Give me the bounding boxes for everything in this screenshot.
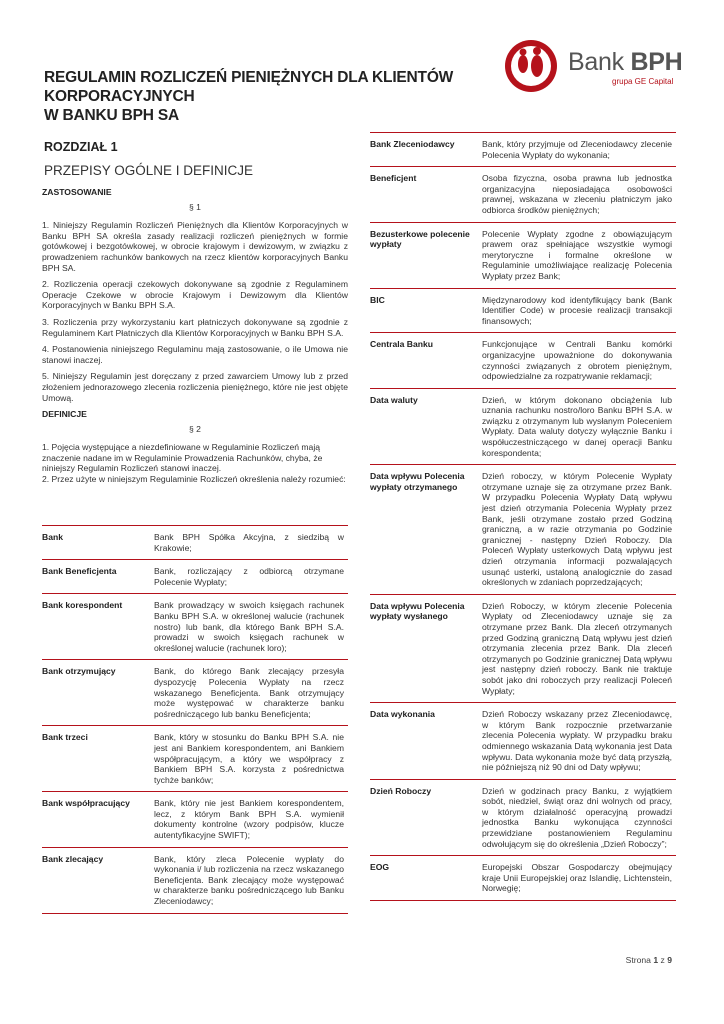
definition-text: Bank, który przyjmuje od Zleceniodawcy zlecenie Polecenia Wypłaty do wykonania; xyxy=(482,133,676,167)
definition-right-row xyxy=(370,703,676,780)
definition-right-row xyxy=(370,388,676,465)
definition-text: Bank, do którego Bank zlecający przesyła dyspozycję Polecenia Wypłaty na rzecz wskazanego Beneficjenta. Bank otrzymujący może występować w charakterze banku pośredniczącego lub banku Beneficjenta; xyxy=(154,660,348,726)
definicje-heading: DEFINICJE xyxy=(42,409,87,420)
definition-left-row xyxy=(42,792,348,847)
definition-term: EOG xyxy=(370,856,482,901)
title-line-2: KORPORACYJNYCH xyxy=(44,88,195,105)
definition-term: Bank xyxy=(42,526,154,560)
definicje-intro-2: 2. Przez użyte w niniejszym Regulaminie Rozliczeń określenia należy rozumieć: xyxy=(42,474,346,485)
definition-right-row xyxy=(370,133,676,167)
definition-term: Bank trzeci xyxy=(42,726,154,792)
definition-text: Bank prowadzący w swoich księgach rachunek Banku BPH S.A. w określonej walucie (rachunek nostro) lub bank, dla którego Bank BPH S.A. prowadzi w swoich księgach rachunek w określonej walucie (rachunek loro); xyxy=(154,594,348,660)
paragraph-mark-2: § 2 xyxy=(189,423,201,434)
definicje-intro-1: 1. Pojęcia występujące a niezdefiniowane w Regulaminie Rozliczeń mają znaczenie nadane im w Regulaminie Prowadzenia Rachunków, chyba, że niniejszy Regulamin Rozliczeń stanowi inaczej. xyxy=(42,442,323,474)
definition-term: BIC xyxy=(370,288,482,333)
definition-left-row xyxy=(42,660,348,726)
definition-left-row xyxy=(42,560,348,594)
definition-term: Data wykonania xyxy=(370,703,482,780)
definition-right-row xyxy=(370,333,676,388)
definition-text: Dzień Roboczy, w którym zlecenie Polecenia Wypłaty od Zleceniodawcy uznaje się za otrzymane przez Bank. Dla zleceń otrzymanych przed Godziną graniczną Datą wpływu jest dzień otrzymania zlecenia przez Bank. Dla zleceń otrzymanych po Godzinie granicznej Datą wpływu jest następny dzień roboczy. Bank nie traktuje sobót jako dni roboczych przy realizacji Poleceń Wypłaty; xyxy=(482,594,676,702)
definition-text: Bank, który zleca Polecenie wypłaty do wykonania i/ lub rozliczenia na rzecz wskazanego Beneficjenta. Bank zlecający może występować w charakterze banku pośredniczącego lub Banku Zleceniodawcy; xyxy=(154,847,348,913)
title-line-1: REGULAMIN ROZLICZEŃ PIENIĘŻNYCH DLA KLIENTÓW xyxy=(44,69,454,86)
definition-text: Bank BPH Spółka Akcyjna, z siedzibą w Krakowie; xyxy=(154,526,348,560)
definition-text: Międzynarodowy kod identyfikujący bank (Bank Identifier Code) w procesie realizacji transakcji finansowych; xyxy=(482,288,676,333)
chapter-heading: ROZDZIAŁ 1 xyxy=(44,140,118,154)
definition-term: Centrala Banku xyxy=(370,333,482,388)
zastosowanie-item-1: 1. Niniejszy Regulamin Rozliczeń Pieniężnych dla Klientów Korporacyjnych w Banku BPH SA określa zasady realizacji rozliczeń pieniężnych w formie gotówkowej i bezgotówkowej, w obrocie krajowym i dewizowym, w związku z prowadzeniem rachunków bankowych na rzecz klientów korporacyjnych Banku BPH SA. xyxy=(42,220,348,273)
definition-term: Bank współpracujący xyxy=(42,792,154,847)
definition-term: Data wpływu Polecenia wypłaty otrzymanego xyxy=(370,465,482,595)
section-title: PRZEPISY OGÓLNE I DEFINICJE xyxy=(44,163,254,178)
definition-text: Bank, który w stosunku do Banku BPH S.A. nie jest ani Bankiem korespondentem, ani Bankiem współpracującym, a który we współpracy z Bankiem BPH S.A. korzysta z pośrednictwa tychże banków; xyxy=(154,726,348,792)
page-number: Strona 1 z 9 xyxy=(625,955,672,965)
definition-left-row xyxy=(42,726,348,792)
definition-text: Dzień roboczy, w którym Polecenie Wypłaty otrzymane uznaje się za otrzymane przez Bank. W przypadku Polecenia Wypłaty Datą wpływu jest dzień otrzymania Polecenia Wypłaty przez Bank, jeśli otrzymane zostało przed Godziną graniczną, a w razie otrzymania po Godzinie granicznej - następny Dzień Roboczy. Dla Poleceń Wypłaty usterkowych Datą wpływu jest dzień otrzymania informacji pozwalających usunąć usterki, ustaloną analogicznie do zasad określonych w zdaniach poprzedzających; xyxy=(482,465,676,595)
definition-right-row xyxy=(370,222,676,288)
definition-right-row xyxy=(370,779,676,856)
definition-left-row xyxy=(42,847,348,913)
definition-term: Beneficjent xyxy=(370,167,482,222)
paragraph-mark-1: § 1 xyxy=(189,201,201,212)
left-column-text xyxy=(42,187,348,485)
definition-term: Data wpływu Polecenia wypłaty wysłanego xyxy=(370,594,482,702)
definition-text: Bank, który nie jest Bankiem korespondentem, lecz, z którym Bank BPH S.A. wymienił dokumenty kontrolne (wzory podpisów, klucze autentyfikacyjne SWIFT); xyxy=(154,792,348,847)
zastosowanie-heading: ZASTOSOWANIE xyxy=(42,187,112,197)
definition-left-row xyxy=(42,594,348,660)
definition-right-row xyxy=(370,288,676,333)
definition-text: Europejski Obszar Gospodarczy obejmujący kraje Unii Europejskiej oraz Islandię, Lichtenstein, Norwegię; xyxy=(482,856,676,901)
definition-right-row xyxy=(370,465,676,595)
zastosowanie-item-4: 4. Postanowienia niniejszego Regulaminu mają zastosowanie, o ile Umowa nie stanowi inaczej. xyxy=(42,344,348,365)
brand-subtitle: grupa GE Capital xyxy=(612,77,674,86)
title-line-3: W BANKU BPH SA xyxy=(44,107,179,124)
definition-term: Bank zlecający xyxy=(42,847,154,913)
definitions-table-left xyxy=(42,525,348,914)
definition-text: Osoba fizyczna, osoba prawna lub jednostka organizacyjna nieposiadająca osobowości prawnej, wskazana w zleceniu płatniczym jako odbiorca środków pieniężnych; xyxy=(482,167,676,222)
zastosowanie-item-5: 5. Niniejszy Regulamin jest doręczany z przed zawarciem Umowy lub z przed złożeniem jednorazowego zlecenia rozliczenia pieniężnego, które nie jest objęte Umową. xyxy=(42,371,348,403)
definition-text: Dzień, w którym dokonano obciążenia lub uznania rachunku nostro/loro Banku BPH S.A. w związku z otrzymanym lub wysłanym Poleceniem Wypłaty. Data waluty dotyczy wyłącznie Banku i współuczestniczącego w danej operacji Banku korespondenta; xyxy=(482,388,676,465)
definition-term: Data waluty xyxy=(370,388,482,465)
definition-term: Bank Zleceniodawcy xyxy=(370,133,482,167)
definition-term: Bank Beneficjenta xyxy=(42,560,154,594)
document-title xyxy=(44,68,464,125)
definition-term: Bezusterkowe polecenie wypłaty xyxy=(370,222,482,288)
definition-term: Bank korespondent xyxy=(42,594,154,660)
brand-name: Bank BPH xyxy=(568,48,683,76)
definition-term: Bank otrzymujący xyxy=(42,660,154,726)
definition-right-row xyxy=(370,856,676,901)
definition-text: Bank, rozliczający z odbiorcą otrzymane Polecenie Wypłaty; xyxy=(154,560,348,594)
definitions-table-right xyxy=(370,132,676,901)
definition-term: Dzień Roboczy xyxy=(370,779,482,856)
definition-text: Polecenie Wypłaty zgodne z obowiązującym prawem oraz spełniające wszystkie wymogi merytoryczne i formalne określone w Regulaminie umożliwiające realizację Polecenia Wypłaty przez Bank; xyxy=(482,222,676,288)
definition-text: Funkcjonujące w Centrali Banku komórki organizacyjne upoważnione do dokonywania czynności związanych z obrotem pieniężnym, odpowiedzialne za rozpatrywanie reklamacji; xyxy=(482,333,676,388)
definition-right-row xyxy=(370,594,676,702)
zastosowanie-item-2: 2. Rozliczenia operacji czekowych dokonywane są zgodnie z Regulaminem Operacje Czekowe w obrocie Krajowym i Dewizowym dla Klientów Korporacyjnych w Banku BPH S.A. xyxy=(42,279,348,311)
definition-left-row xyxy=(42,526,348,560)
definition-text: Dzień Roboczy wskazany przez Zleceniodawcę, w którym Bank rozpocznie przetwarzanie zlecenia Polecenia wypłaty. W przypadku braku odmiennego wskazania Datą wykonania jest Data wpływu. Data wykonania może być datą przyszłą, nie późniejszą niż 90 dni od Daty wpływu; xyxy=(482,703,676,780)
definition-right-row xyxy=(370,167,676,222)
zastosowanie-item-3: 3. Rozliczenia przy wykorzystaniu kart płatniczych dokonywane są zgodnie z Regulaminem Kart Płatniczych dla Klientów Korporacyjnych w Banku BPH S.A. xyxy=(42,316,348,338)
definition-text: Dzień w godzinach pracy Banku, z wyjątkiem sobót, niedziel, świąt oraz dni wolnych od pracy, w którym działalność operacyjną prowadzi jednostka Banku wykonująca czynności przewidziane postanowieniem Regulaminu odwołującym się do określenia „Dzień Roboczy”; xyxy=(482,779,676,856)
